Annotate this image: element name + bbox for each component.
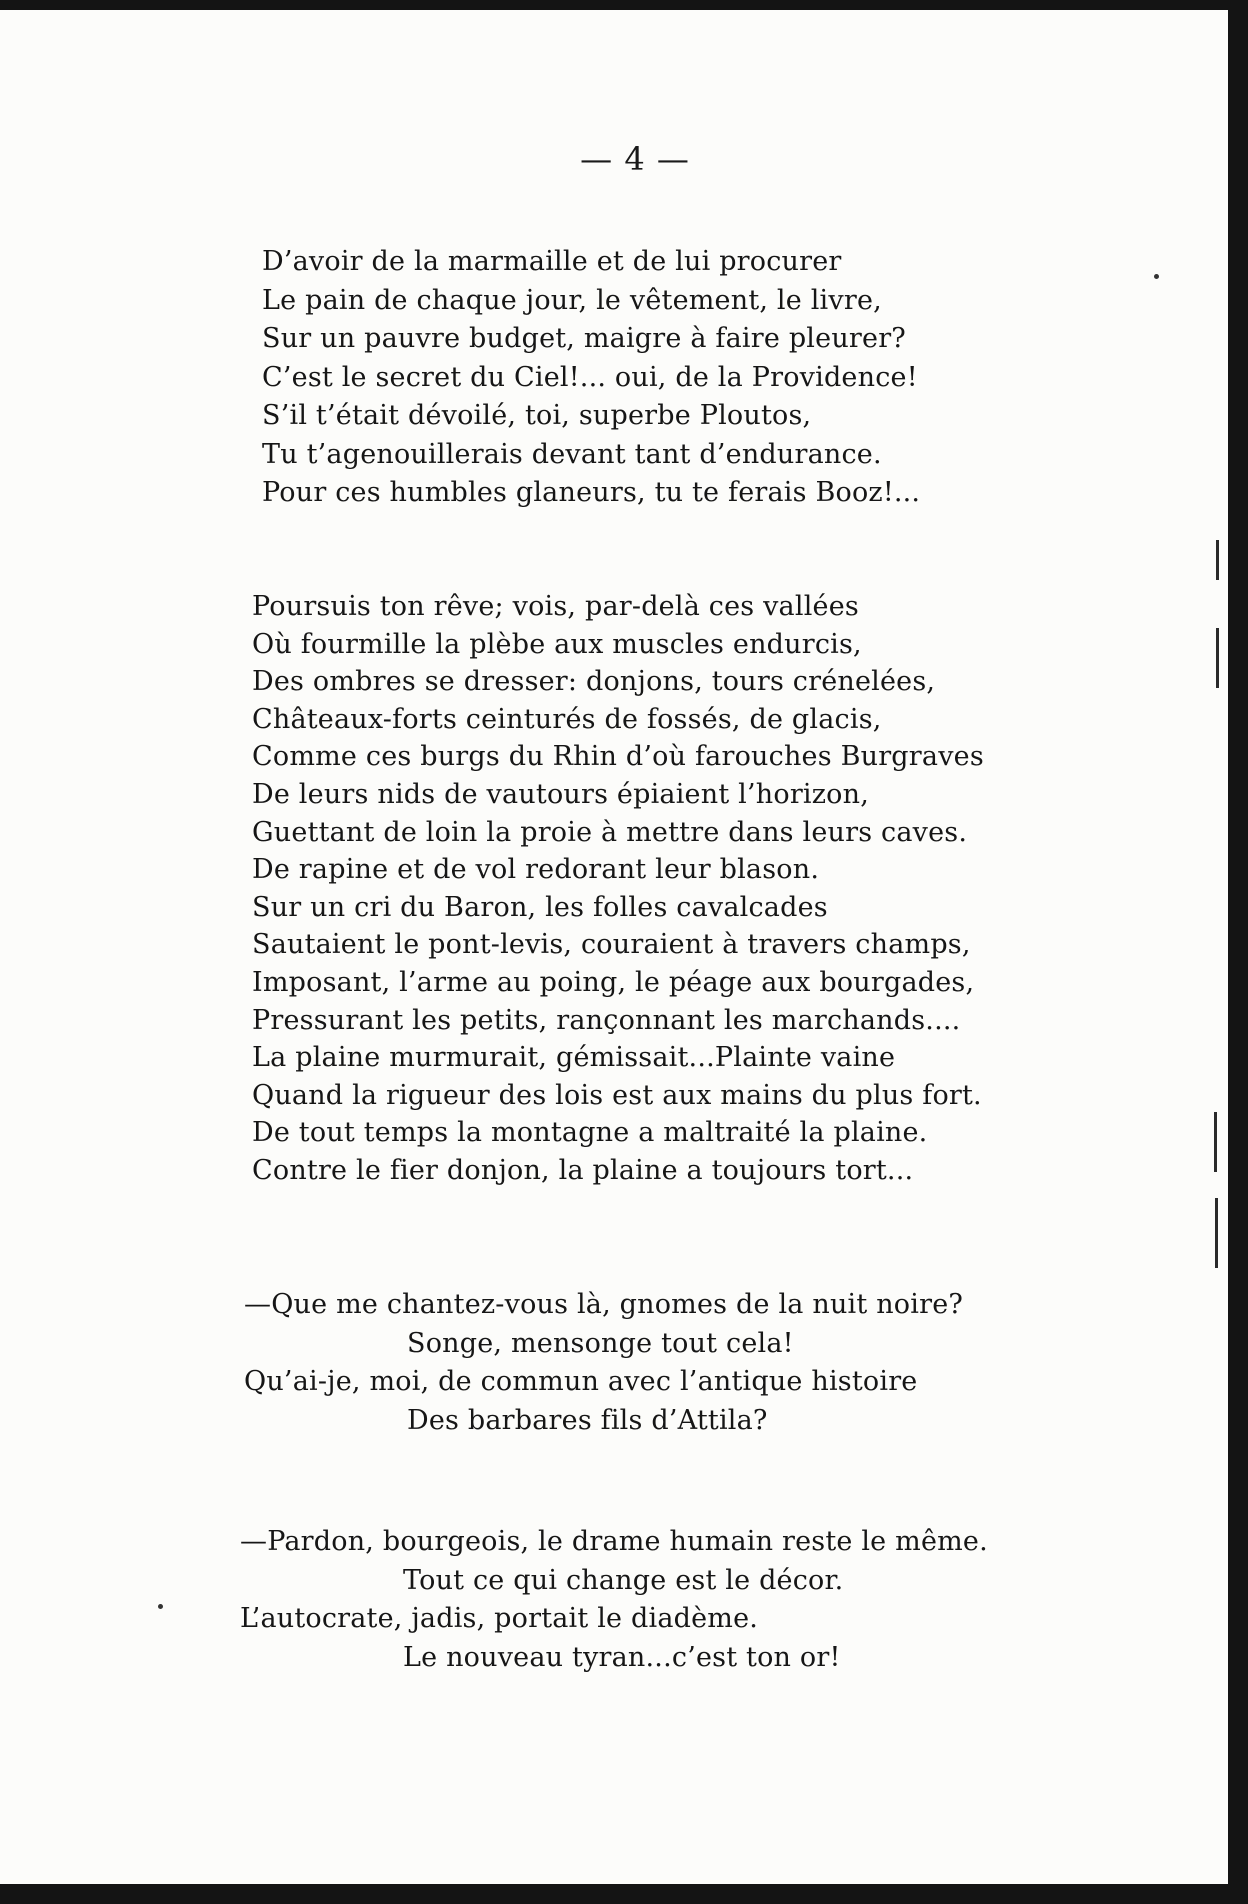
verse-line: C’est le secret du Ciel!... oui, de la Providence! — [262, 361, 918, 393]
verse-line: Contre le fier donjon, la plaine a toujours tort... — [252, 1154, 914, 1186]
verse-line: —Que me chantez-vous là, gnomes de la nuit noire? — [244, 1289, 964, 1320]
scan-border-top — [0, 0, 1248, 10]
stanza-1 — [262, 243, 920, 513]
verse-line: L’autocrate, jadis, portait le diadème. — [240, 1603, 759, 1634]
stanza-4 — [240, 1523, 988, 1677]
scan-mark — [1214, 1112, 1217, 1172]
verse-line-indented: Tout ce qui change est le décor. — [403, 1564, 844, 1596]
verse-line: Où fourmille la plèbe aux muscles endurcis, — [252, 628, 862, 660]
verse-line: Châteaux-forts ceinturés de fossés, de glacis, — [252, 703, 882, 735]
verse-line: D’avoir de la marmaille et de lui procurer — [262, 246, 842, 277]
stanza-2 — [252, 588, 984, 1190]
verse-line: La plaine murmurait, gémissait...Plainte vaine — [252, 1042, 896, 1074]
verse-line: Sur un pauvre budget, maigre à faire pleurer? — [262, 323, 906, 354]
scan-mark — [1216, 628, 1219, 688]
scan-border-right — [1228, 0, 1248, 1904]
verse-line: —Pardon, bourgeois, le drame humain reste le même. — [240, 1526, 988, 1557]
verse-line: Sur un cri du Baron, les folles cavalcades — [252, 891, 828, 923]
page-number: — 4 — — [580, 140, 690, 178]
scan-mark — [1215, 1198, 1218, 1268]
verse-line: Le pain de chaque jour, le vêtement, le livre, — [262, 284, 882, 316]
verse-line: Pour ces humbles glaneurs, tu te ferais Booz!... — [262, 477, 921, 508]
verse-line: Pressurant les petits, rançonnant les marchands.... — [252, 1004, 961, 1036]
verse-line: Quand la rigueur des lois est aux mains du plus fort. — [252, 1079, 982, 1111]
verse-line: De leurs nids de vautours épiaient l’horizon, — [252, 778, 870, 810]
verse-line-indented: Le nouveau tyran...c’est ton or! — [403, 1641, 841, 1673]
verse-line: S’il t’était dévoilé, toi, superbe Ploutos, — [262, 400, 812, 431]
scan-border-bottom — [0, 1884, 1248, 1904]
verse-line: Guettant de loin la proie à mettre dans leurs caves. — [252, 816, 968, 848]
verse-line: De tout temps la montagne a maltraité la plaine. — [252, 1117, 928, 1149]
verse-line: Comme ces burgs du Rhin d’où farouches Burgraves — [252, 741, 984, 773]
verse-line: Qu’ai-je, moi, de commun avec l’antique histoire — [244, 1366, 918, 1397]
verse-line: De rapine et de vol redorant leur blason. — [252, 854, 820, 886]
verse-line: Poursuis ton rêve; vois, par-delà ces vallées — [252, 591, 859, 622]
verse-line-indented: Des barbares fils d’Attila? — [407, 1404, 768, 1436]
verse-line: Des ombres se dresser: donjons, tours crénelées, — [252, 666, 936, 698]
verse-line: Sautaient le pont-levis, couraient à travers champs, — [252, 929, 971, 961]
stanza-3 — [244, 1286, 963, 1440]
scan-mark — [1216, 540, 1219, 580]
verse-line: Imposant, l’arme au poing, le péage aux bourgades, — [252, 966, 975, 998]
scan-speck — [158, 1604, 163, 1609]
scan-speck — [1154, 274, 1159, 279]
verse-line-indented: Songe, mensonge tout cela! — [407, 1327, 794, 1359]
verse-line: Tu t’agenouillerais devant tant d’endurance. — [262, 438, 882, 470]
